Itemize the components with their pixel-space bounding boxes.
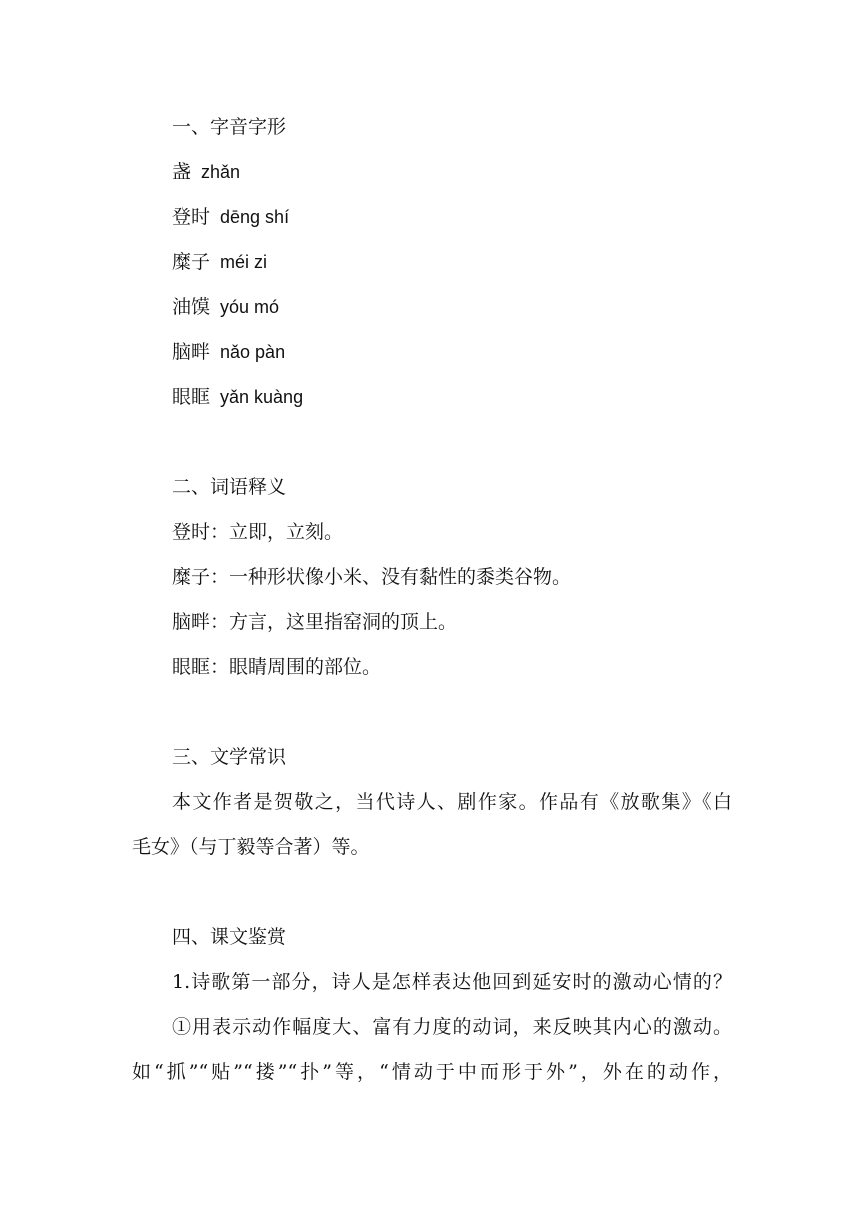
definition-item: 糜子：一种形状像小米、没有黏性的黍类谷物。 <box>172 566 572 588</box>
section-heading-literature: 三、文学常识 <box>172 746 287 768</box>
section-heading-definitions: 二、词语释义 <box>172 476 287 498</box>
vocab-word: 油馍 <box>172 296 211 318</box>
vocab-pinyin: dēng shí <box>220 207 290 227</box>
vocab-pinyin: yǎn kuàng <box>220 387 304 407</box>
literature-paragraph-line: 毛女》（与丁毅等合著）等。 <box>132 836 370 858</box>
vocab-pinyin: yóu mó <box>220 297 280 317</box>
vocab-entry <box>172 294 279 320</box>
vocab-entry <box>172 384 303 410</box>
vocab-pinyin: méi zi <box>220 252 268 272</box>
vocab-entry <box>172 249 267 275</box>
section-heading-appreciation: 四、课文鉴赏 <box>172 926 287 948</box>
vocab-word: 盏 <box>172 161 192 183</box>
appreciation-answer-line: ①用表示动作幅度大、富有力度的动词，来反映其内心的激动。 <box>172 1016 732 1038</box>
definition-item: 眼眶：眼睛周围的部位。 <box>172 656 382 678</box>
definition-item: 登时：立即，立刻。 <box>172 521 344 543</box>
vocab-word: 糜子 <box>172 251 211 273</box>
vocab-entry <box>172 204 289 230</box>
vocab-entry <box>172 159 240 185</box>
section-heading-pronunciation: 一、字音字形 <box>172 116 287 138</box>
vocab-word: 脑畔 <box>172 341 211 363</box>
vocab-entry <box>172 339 285 365</box>
appreciation-question: 1.诗歌第一部分，诗人是怎样表达他回到延安时的激动心情的？ <box>172 971 732 993</box>
literature-paragraph-line: 本文作者是贺敬之，当代诗人、剧作家。作品有《放歌集》《白 <box>172 791 732 813</box>
vocab-word: 眼眶 <box>172 386 211 408</box>
vocab-pinyin: nǎo pàn <box>220 342 286 362</box>
vocab-pinyin: zhǎn <box>201 162 241 182</box>
definition-item: 脑畔：方言，这里指窑洞的顶上。 <box>172 611 458 633</box>
vocab-word: 登时 <box>172 206 211 228</box>
appreciation-answer-line: 如“抓”“贴”“搂”“扑”等，“情动于中而形于外”，外在的动作， <box>132 1061 732 1083</box>
